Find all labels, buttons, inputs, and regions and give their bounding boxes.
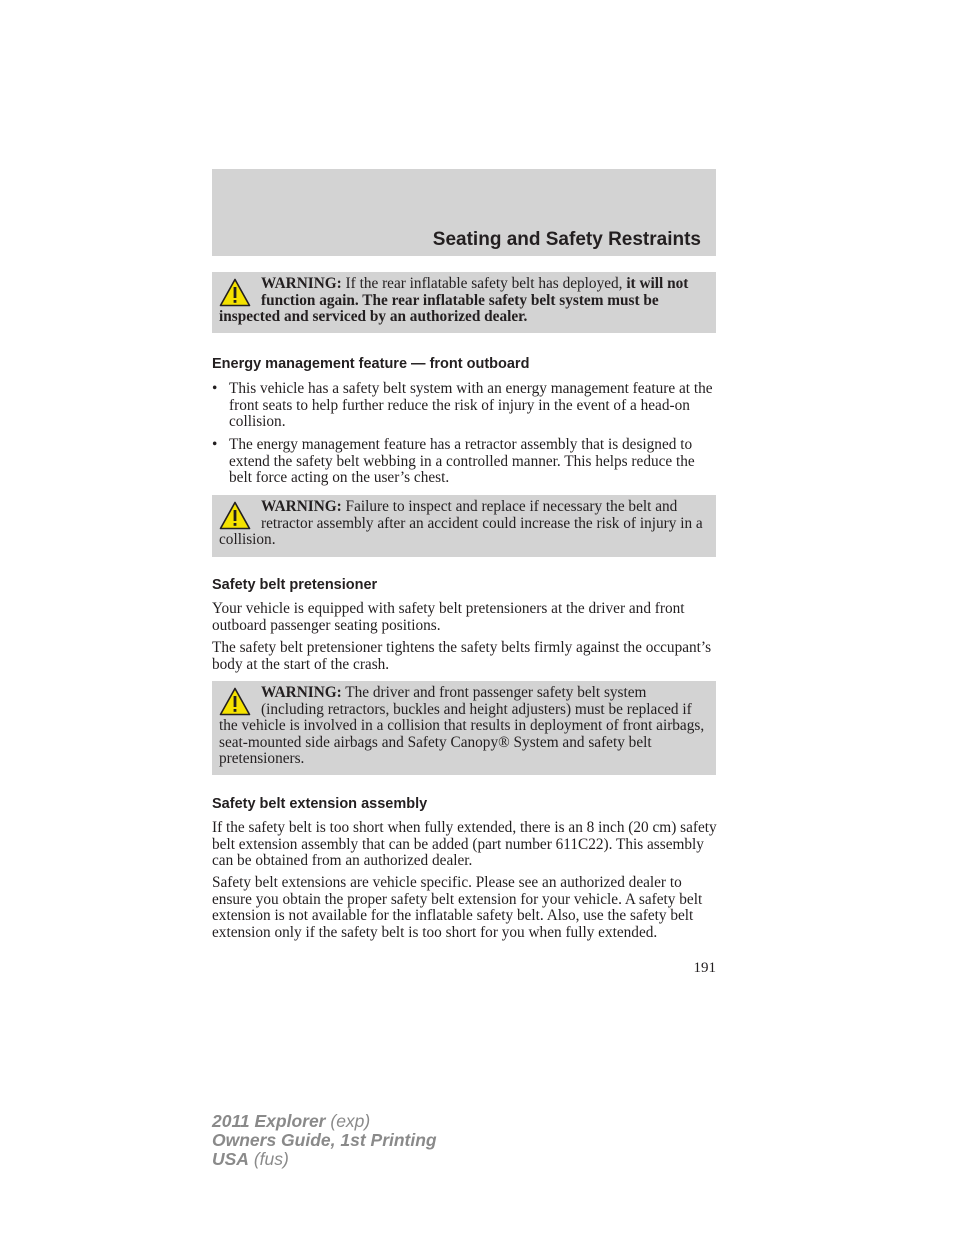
paragraph: The safety belt pretensioner tightens the safety belts firmly against the occupant’s body at the start of the crash. [212,639,712,673]
paragraph: Safety belt extensions are vehicle specific. Please see an authorized dealer to ensure you obtain the proper safety belt extension for your vehicle. A safety belt extension is not available for the inflatable safety belt. Also, use the safety belt extension only if the safety belt is too short for you when fully extended. [212,874,703,941]
warning-box-retractor [212,495,716,557]
list-item-text: This vehicle has a safety belt system with an energy management feature at the front seats to help further reduce the risk of injury in the event of a head-on collision. [229,380,713,431]
list-item [212,381,716,431]
bullet-dot: • [212,436,218,453]
footer-market: USA [212,1149,249,1169]
section-heading-energy-management: Energy management feature — front outboard [212,356,530,372]
warning-triangle-icon [219,687,251,717]
warning-text: Failure to inspect and replace if necessary the belt and retractor assembly after an accident could increase the risk of injury in a collision. [219,498,703,549]
warning-label: WARNING: [261,498,342,515]
warning-label: WARNING: [261,275,342,292]
warning-bold-text: it will not function again. The rear inflatable safety belt system must be inspected and serviced by an authorized dealer. [219,275,689,326]
footer-printing: Owners Guide, 1st Printing [212,1130,437,1150]
footer-model-code: (exp) [325,1111,371,1131]
paragraph: If the safety belt is too short when fully extended, there is an 8 inch (20 cm) safety belt extension assembly that can be added (part number 611C22). This assembly can be obtained from an authorized dealer. [212,819,717,870]
warning-text: The driver and front passenger safety belt system (including retractors, buckles and height adjusters) must be replaced if the vehicle is involved in a collision that results in deployment of front airbags, seat-mounted side airbags and Safety Canopy® System and safety belt pretensioners. [219,684,705,768]
page-title: Seating and Safety Restraints [432,229,701,250]
bullet-dot: • [212,380,218,397]
warning-triangle-icon [219,501,251,531]
warning-box-rear-belt [212,272,716,333]
warning-text: If the rear inflatable safety belt has deployed, [341,275,627,292]
section-heading-pretensioner: Safety belt pretensioner [212,577,378,593]
footer-market-code: (fus) [248,1149,289,1169]
section-heading-extension: Safety belt extension assembly [212,796,428,812]
paragraph: Your vehicle is equipped with safety belt pretensioners at the driver and front outboard passenger seating positions. [212,600,685,634]
warning-label: WARNING: [261,684,342,701]
footer-model: 2011 Explorer [212,1111,326,1131]
warning-triangle-icon [219,278,251,308]
footer-line [212,1112,437,1131]
list-item-text: The energy management feature has a retractor assembly that is designed to extend the safety belt webbing in a controlled manner. This helps reduce the belt force acting on the user’s chest. [229,436,695,487]
list-item [212,437,716,487]
header-band [212,169,716,256]
footer-print-info [212,1112,437,1169]
footer-line [212,1150,437,1169]
warning-box-pretensioner [212,681,716,775]
page-number: 191 [693,960,716,976]
